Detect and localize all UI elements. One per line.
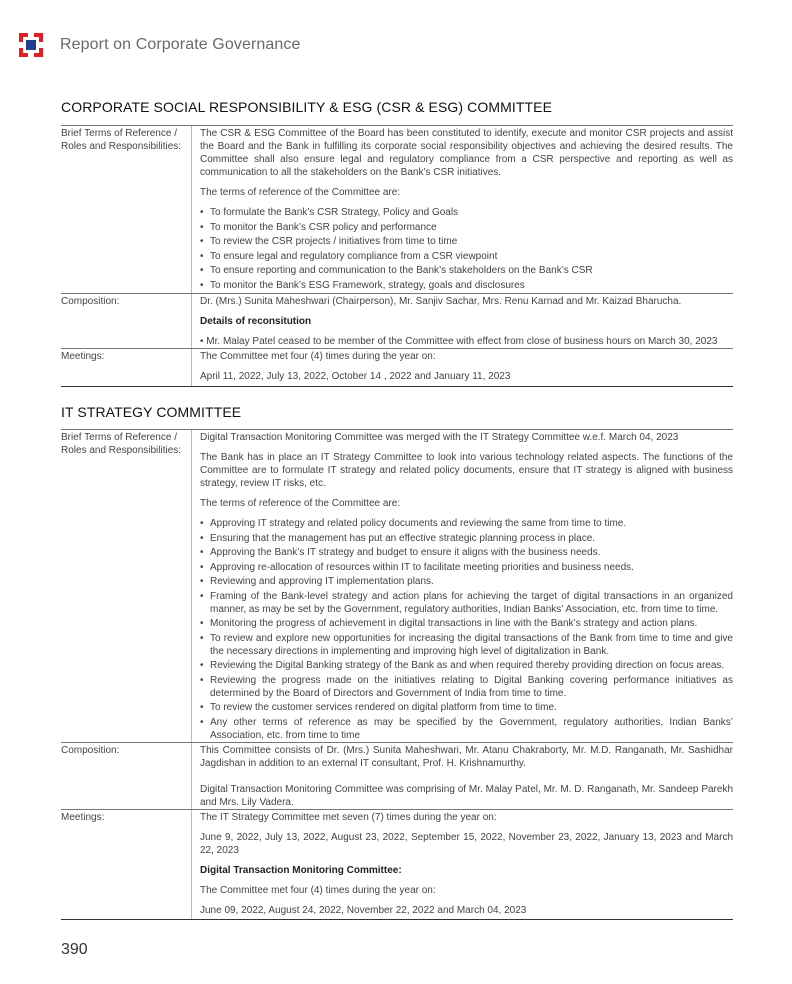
header-title: Report on Corporate Governance — [60, 36, 301, 53]
csr-composition-row — [61, 294, 733, 349]
list-item: • To monitor the Bank’s CSR policy and performance — [200, 221, 733, 234]
bank-logo-icon — [19, 33, 43, 57]
it-terms-lead: The terms of reference of the Committee are: — [200, 498, 401, 509]
it-meetings-dates: June 9, 2022, July 13, 2022, August 23, 2022, September 15, 2022, November 23, 2022, January 13, 2023 and March 22, 2023 — [200, 831, 733, 856]
csr-terms-lead: The terms of reference of the Committee are: — [200, 187, 401, 198]
csr-reconstitution-heading: Details of reconsitution — [200, 316, 312, 327]
list-item: • To ensure legal and regulatory compliance from a CSR viewpoint — [200, 250, 733, 263]
it-terms-row — [61, 430, 733, 743]
it-composition-row — [61, 743, 733, 810]
list-item: • Approving IT strategy and related policy documents and reviewing the same from time to time. — [200, 517, 733, 530]
csr-terms-label: Brief Terms of Reference / Roles and Responsibilities: — [61, 128, 182, 152]
page-number: 390 — [61, 941, 88, 958]
it-meetings-label: Meetings: — [61, 811, 105, 823]
csr-section-title: CORPORATE SOCIAL RESPONSIBILITY & ESG (CSR & ESG) COMMITTEE — [61, 99, 553, 115]
list-item: • Approving re-allocation of resources within IT to facilitate meeting priorities and business needs. — [200, 561, 733, 574]
csr-meetings-row — [61, 349, 733, 387]
list-item: • To review the customer services rendered on digital platform from time to time. — [200, 701, 733, 714]
list-item: • To formulate the Bank’s CSR Strategy, Policy and Goals — [200, 206, 733, 219]
it-merge-note: Digital Transaction Monitoring Committee was merged with the IT Strategy Committee w.e.f. March 04, 2023 — [200, 432, 679, 443]
dtmc-heading: Digital Transaction Monitoring Committee: — [200, 864, 402, 876]
csr-table — [61, 125, 733, 387]
list-item: • Framing of the Bank-level strategy and action plans for achieving the target of digital transactions in an organized manner, as may be set by the Government, regulatory authorities, Indian Banks’ Association, etc. from time to time. — [200, 590, 733, 616]
it-table — [61, 429, 733, 920]
list-item: • Monitoring the progress of achievement in digital transactions in line with the Bank’s strategy and action plans. — [200, 617, 733, 630]
csr-meetings-label: Meetings: — [61, 351, 105, 362]
it-meetings-text: The IT Strategy Committee met seven (7) times during the year on: — [200, 811, 497, 823]
it-composition-label: Composition: — [61, 744, 120, 756]
list-item: • To review and explore new opportunities for increasing the digital transactions of the Bank from time to time and give the necessary directions in implementing and improving high level of digitalization in Bank. — [200, 632, 733, 658]
list-item: • Reviewing and approving IT implementation plans. — [200, 575, 733, 588]
list-item: • To review the CSR projects / initiatives from time to time — [200, 235, 733, 248]
csr-composition: Dr. (Mrs.) Sunita Maheshwari (Chairperson), Mr. Sanjiv Sachar, Mrs. Renu Karnad and Mr. Kaizad Bharucha. — [200, 296, 682, 307]
list-item: • To monitor the Bank’s ESG Framework, strategy, goals and disclosures — [200, 279, 733, 292]
it-composition-dtmc: Digital Transaction Monitoring Committee was comprising of Mr. Malay Patel, Mr. M. D. Ranganath, Mr. Sandeep Parekh and Mrs. Lily Vadera. — [200, 783, 733, 808]
it-terms-label: Brief Terms of Reference / Roles and Responsibilities: — [61, 432, 182, 456]
list-item: • Ensuring that the management has put an effective strategic planning process in place. — [200, 532, 733, 545]
list-item: • Approving the Bank’s IT strategy and budget to ensure it aligns with the business needs. — [200, 546, 733, 559]
csr-composition-label: Composition: — [61, 296, 120, 307]
it-section-title: IT STRATEGY COMMITTEE — [61, 404, 242, 420]
it-meetings-row — [61, 810, 733, 920]
it-intro: The Bank has in place an IT Strategy Committee to look into various technology related aspects. The functions of the Committee are to formulate IT strategy and related policy documents, ensure that IT strategy is aligned with business strategy, review IT risks, etc. — [200, 452, 733, 489]
csr-intro: The CSR & ESG Committee of the Board has been constituted to identify, execute and monitor CSR projects and assist the Board and the Bank in fulfilling its corporate social responsibility objectives and achieving the desired results. The Committee shall also ensure legal and regulatory compliance from a CSR perspective and reporting as well as communication to all the stakeholders on the Bank’s CSR initiatives. — [200, 128, 733, 178]
csr-terms-row — [61, 126, 733, 294]
csr-meetings-dates: April 11, 2022, July 13, 2022, October 14 , 2022 and January 11, 2023 — [200, 371, 511, 382]
dtmc-dates: June 09, 2022, August 24, 2022, November 22, 2022 and March 04, 2023 — [200, 904, 527, 916]
csr-meetings-text: The Committee met four (4) times during the year on: — [200, 351, 436, 362]
csr-reconstitution: • Mr. Malay Patel ceased to be member of the Committee with effect from close of business hours on March 30, 2023 — [200, 336, 718, 347]
list-item: • Reviewing the progress made on the initiatives relating to Digital Banking covering performance initiatives as determined by the Board of Directors and Government of India from time to time. — [200, 674, 733, 700]
it-terms-list — [200, 517, 733, 742]
csr-terms-list — [200, 206, 733, 292]
dtmc-text: The Committee met four (4) times during the year on: — [200, 884, 436, 896]
it-composition: This Committee consists of Dr. (Mrs.) Sunita Maheshwari, Mr. Atanu Chakraborty, Mr. M.D. Ranganath, Mr. Sashidhar Jagdishan in addition to an external IT consultant, Prof. H. Krishnamurthy. — [200, 744, 733, 769]
page-header — [19, 32, 300, 58]
list-item: • Reviewing the Digital Banking strategy of the Bank as and when required thereby providing direction on focus areas. — [200, 659, 733, 672]
list-item: • To ensure reporting and communication to the Bank’s stakeholders on the Bank’s CSR — [200, 264, 733, 277]
list-item: • Any other terms of reference as may be specified by the Government, regulatory authorities, Indian Banks’ Association, etc. from time to time — [200, 716, 733, 742]
